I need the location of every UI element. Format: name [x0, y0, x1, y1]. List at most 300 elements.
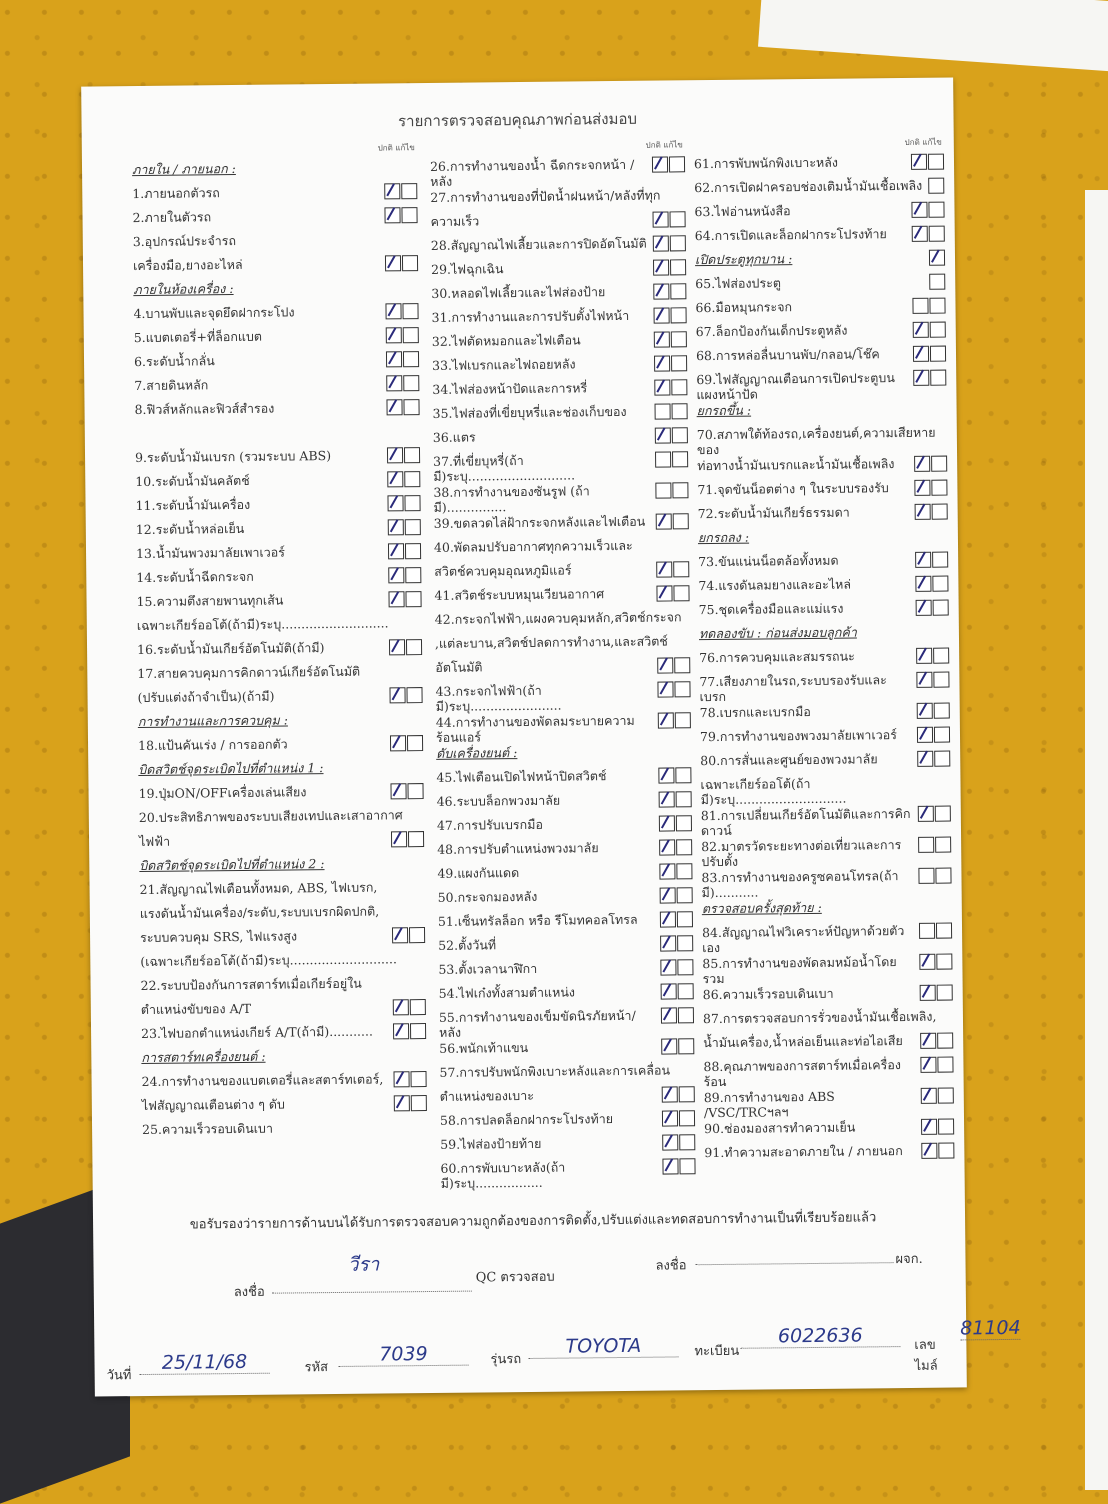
fixed-checkbox[interactable] — [933, 672, 949, 688]
checklist-column-1 — [132, 141, 427, 1146]
signature-area — [124, 1251, 944, 1301]
checkbox-group — [659, 863, 692, 879]
checkbox-group — [917, 727, 950, 743]
normal-checkbox[interactable] — [385, 303, 401, 319]
checklist-item — [699, 648, 949, 674]
fixed-checkbox[interactable] — [408, 831, 424, 847]
normal-checkbox[interactable] — [919, 923, 935, 939]
fixed-checkbox[interactable] — [679, 1086, 695, 1102]
fixed-checkbox[interactable] — [678, 1038, 694, 1054]
checkbox-group — [657, 681, 690, 697]
fixed-checkbox[interactable] — [409, 927, 425, 943]
normal-checkbox[interactable] — [661, 983, 677, 999]
fixed-checkbox[interactable] — [933, 600, 949, 616]
checklist-item — [433, 451, 688, 484]
fixed-checkbox[interactable] — [670, 259, 686, 275]
fixed-checkbox[interactable] — [403, 351, 419, 367]
normal-checkbox[interactable] — [659, 839, 675, 855]
normal-checkbox[interactable] — [920, 1033, 936, 1049]
normal-checkbox[interactable] — [918, 837, 934, 853]
checkbox-group — [656, 513, 689, 529]
checklist-item-label: ยกรถขึ้น : — [696, 402, 752, 419]
fixed-checkbox[interactable] — [932, 552, 948, 568]
normal-checkbox[interactable] — [388, 567, 404, 583]
fixed-checkbox[interactable] — [930, 322, 946, 338]
normal-checkbox[interactable] — [656, 513, 672, 529]
normal-checkbox[interactable] — [917, 703, 933, 719]
checklist-item-label: 33.ไฟเบรกและไฟถอยหลัง — [432, 356, 576, 373]
fixed-checkbox[interactable] — [679, 1110, 695, 1126]
fixed-checkbox[interactable] — [672, 451, 688, 467]
fixed-checkbox[interactable] — [933, 648, 949, 664]
qc-role: QC ตรวจสอบ — [475, 1269, 555, 1286]
fixed-checkbox[interactable] — [669, 156, 685, 172]
normal-checkbox[interactable] — [658, 712, 674, 728]
fixed-checkbox[interactable] — [670, 283, 686, 299]
normal-checkbox[interactable] — [658, 767, 674, 783]
normal-checkbox[interactable] — [916, 672, 932, 688]
normal-checkbox[interactable] — [387, 447, 403, 463]
normal-checkbox[interactable] — [919, 954, 935, 970]
checklist-item — [435, 657, 690, 683]
checkbox-group — [660, 911, 693, 927]
normal-checkbox[interactable] — [660, 911, 676, 927]
code-label: รหัส — [304, 1360, 329, 1376]
fixed-checkbox[interactable] — [677, 959, 693, 975]
normal-checkbox[interactable] — [916, 600, 932, 616]
checklist-item-label: ตำแหน่งของเบาะ — [439, 1087, 535, 1104]
signature-line — [695, 1248, 893, 1265]
checkbox-group — [914, 456, 947, 472]
normal-checkbox[interactable] — [653, 283, 669, 299]
checklist-item — [698, 576, 948, 602]
normal-checkbox[interactable] — [662, 1158, 678, 1174]
fixed-checkbox[interactable] — [670, 235, 686, 251]
normal-checkbox[interactable] — [655, 482, 671, 498]
checklist-item — [138, 735, 423, 761]
fixed-checkbox[interactable] — [672, 482, 688, 498]
normal-checkbox[interactable] — [388, 543, 404, 559]
checkbox-group — [660, 959, 693, 975]
normal-checkbox[interactable] — [393, 1023, 409, 1039]
fixed-checkbox[interactable] — [930, 346, 946, 362]
normal-checkbox[interactable] — [661, 1038, 677, 1054]
checklist-item — [702, 923, 952, 956]
fixed-checkbox[interactable] — [405, 567, 421, 583]
checklist-item — [431, 235, 686, 261]
checklist-item-label: 67.ล็อกป้องกันเด็กประตูหลัง — [695, 322, 848, 340]
normal-checkbox[interactable] — [654, 331, 670, 347]
fixed-checkbox[interactable] — [406, 687, 422, 703]
fixed-checkbox[interactable] — [402, 255, 418, 271]
normal-checkbox[interactable] — [392, 927, 408, 943]
normal-checkbox[interactable] — [920, 985, 936, 1001]
checklist-item — [439, 1038, 694, 1064]
fixed-checkbox[interactable] — [407, 783, 423, 799]
checkbox-group — [916, 600, 949, 616]
checkbox-group — [920, 1057, 953, 1073]
normal-checkbox[interactable] — [386, 399, 402, 415]
checkbox-group — [385, 303, 418, 319]
checklist-item — [697, 480, 947, 506]
checklist-item — [431, 283, 686, 309]
normal-checkbox[interactable] — [662, 1110, 678, 1126]
fixed-checkbox[interactable] — [934, 703, 950, 719]
fixed-checkbox[interactable] — [938, 1088, 954, 1104]
checkbox-group — [915, 552, 948, 568]
checkbox-group — [388, 543, 421, 559]
fixed-checkbox[interactable] — [673, 561, 689, 577]
normal-checkbox[interactable] — [917, 727, 933, 743]
checklist-item — [695, 298, 945, 324]
checklist-item-label: การสตาร์ทเครื่องยนต์ : — [141, 1048, 266, 1066]
checklist-item — [132, 183, 417, 209]
fixed-checkbox[interactable] — [932, 504, 948, 520]
checklist-item — [432, 307, 687, 333]
qc-signature: วีรา — [347, 1253, 380, 1276]
checkbox-group — [390, 735, 423, 751]
normal-checkbox[interactable] — [389, 639, 405, 655]
normal-checkbox[interactable] — [915, 552, 931, 568]
normal-checkbox[interactable] — [653, 211, 669, 227]
fixed-checkbox[interactable] — [410, 1071, 426, 1087]
checkbox-group — [912, 298, 945, 314]
fixed-checkbox[interactable] — [679, 1134, 695, 1150]
form-title: รายการตรวจสอบคุณภาพก่อนส่งมอบ — [397, 109, 638, 131]
normal-checkbox[interactable] — [384, 183, 400, 199]
fixed-checkbox[interactable] — [938, 1119, 954, 1135]
fixed-checkbox[interactable] — [671, 355, 687, 371]
fixed-checkbox[interactable] — [932, 576, 948, 592]
fixed-checkbox[interactable] — [929, 298, 945, 314]
section-heading — [133, 279, 418, 305]
checklist-item-label: 54.ไฟเก๋งทั้งสามตำแหน่ง — [438, 984, 576, 1001]
fixed-checkbox[interactable] — [677, 935, 693, 951]
checkbox-group — [390, 783, 423, 799]
checklist-item-label: ตำแหน่งขับของ A/T — [140, 1000, 252, 1018]
checklist-item — [697, 425, 947, 458]
normal-checkbox[interactable] — [385, 255, 401, 271]
checklist-item-label: 47.การปรับเบรกมือ — [436, 816, 543, 833]
checkbox-group — [654, 355, 687, 371]
checklist-item — [136, 543, 421, 569]
section-heading — [141, 1047, 426, 1073]
normal-checkbox[interactable] — [913, 322, 929, 338]
fixed-checkbox[interactable] — [406, 639, 422, 655]
normal-checkbox[interactable] — [915, 504, 931, 520]
fixed-checkbox[interactable] — [403, 375, 419, 391]
normal-checkbox[interactable] — [656, 585, 672, 601]
checklist-item-label: 63.ไฟอ่านหนังสือ — [694, 203, 791, 220]
fixed-checkbox[interactable] — [411, 1095, 427, 1111]
normal-checkbox[interactable] — [917, 751, 933, 767]
checklist-item-label: 75.ชุดเครื่องมือและแม่แรง — [698, 600, 844, 618]
normal-checkbox[interactable] — [921, 1143, 937, 1159]
normal-checkbox[interactable] — [921, 1119, 937, 1135]
normal-checkbox[interactable] — [661, 1007, 677, 1023]
checklist-item — [139, 831, 424, 857]
section-heading — [436, 743, 691, 769]
fixed-checkbox[interactable] — [402, 303, 418, 319]
checkbox-group — [656, 585, 689, 601]
fixed-checkbox[interactable] — [405, 591, 421, 607]
fixed-checkbox[interactable] — [672, 427, 688, 443]
fixed-checkbox[interactable] — [670, 211, 686, 227]
fixed-checkbox[interactable] — [404, 471, 420, 487]
signature-line — [272, 1277, 472, 1294]
normal-checkbox[interactable] — [929, 274, 945, 290]
fixed-checkbox[interactable] — [674, 681, 690, 697]
fixed-checkbox[interactable] — [401, 183, 417, 199]
checklist-item-label: 6.ระดับน้ำกลั่น — [133, 353, 215, 370]
column-header: ปกติ แก้ไข — [645, 140, 683, 150]
normal-checkbox[interactable] — [391, 831, 407, 847]
normal-checkbox[interactable] — [662, 1134, 678, 1150]
checkbox-group — [655, 482, 688, 498]
checklist-item-label: 89.การทำงานของ ABS /VSC/TRCฯลฯ — [703, 1088, 835, 1121]
normal-checkbox[interactable] — [390, 735, 406, 751]
checklist-item — [699, 600, 949, 626]
fixed-checkbox[interactable] — [671, 379, 687, 395]
checklist-item-label: ,แต่ละบาน,สวิตช์ปลดการทำงาน,และสวิตช์ — [434, 633, 668, 651]
normal-checkbox[interactable] — [388, 591, 404, 607]
checklist-item-label: (ปรับแต่งถ้าจำเป็น)(ถ้ามี) — [137, 688, 275, 706]
normal-checkbox[interactable] — [386, 351, 402, 367]
checklist-item — [440, 1158, 695, 1191]
fixed-checkbox[interactable] — [404, 495, 420, 511]
fixed-checkbox[interactable] — [671, 331, 687, 347]
checkbox-group — [920, 1033, 953, 1049]
checkbox-group — [386, 351, 419, 367]
checklist-item — [135, 471, 420, 497]
checklist-item — [437, 815, 692, 841]
date-value: 25/11/68 — [139, 1351, 269, 1375]
checkbox-group — [921, 1088, 954, 1104]
fixed-checkbox[interactable] — [403, 327, 419, 343]
fixed-checkbox[interactable] — [678, 983, 694, 999]
checklist-item — [430, 156, 685, 189]
checkbox-group — [387, 447, 420, 463]
checklist-item-label: ภายในห้องเครื่อง : — [133, 281, 234, 298]
normal-checkbox[interactable] — [394, 1095, 410, 1111]
normal-checkbox[interactable] — [384, 207, 400, 223]
normal-checkbox[interactable] — [911, 202, 927, 218]
normal-checkbox[interactable] — [913, 346, 929, 362]
checklist-item — [701, 806, 951, 839]
fixed-checkbox[interactable] — [679, 1158, 695, 1174]
normal-checkbox[interactable] — [918, 806, 934, 822]
normal-checkbox[interactable] — [393, 999, 409, 1015]
normal-checkbox[interactable] — [660, 935, 676, 951]
checklist-item-label: 23.ไฟบอกตำแหน่งเกียร์ A/T(ถ้ามี)........... — [141, 1023, 373, 1042]
checklist-item — [695, 226, 945, 252]
fixed-checkbox[interactable] — [935, 868, 951, 884]
fixed-checkbox[interactable] — [929, 226, 945, 242]
normal-checkbox[interactable] — [928, 178, 944, 194]
fixed-checkbox[interactable] — [671, 307, 687, 323]
normal-checkbox[interactable] — [653, 235, 669, 251]
fixed-checkbox[interactable] — [410, 1023, 426, 1039]
normal-checkbox[interactable] — [911, 154, 927, 170]
checkbox-group — [653, 235, 686, 251]
checklist-item — [432, 355, 687, 381]
fixed-checkbox[interactable] — [678, 1007, 694, 1023]
checkbox-group — [911, 154, 944, 170]
checklist-column-2 — [430, 138, 696, 1192]
normal-checkbox[interactable] — [914, 456, 930, 472]
fixed-checkbox[interactable] — [677, 911, 693, 927]
normal-checkbox[interactable] — [918, 868, 934, 884]
fixed-checkbox[interactable] — [410, 999, 426, 1015]
checkbox-group — [917, 751, 950, 767]
normal-checkbox[interactable] — [386, 327, 402, 343]
checklist-item — [434, 513, 689, 539]
normal-checkbox[interactable] — [916, 648, 932, 664]
normal-checkbox[interactable] — [387, 495, 403, 511]
fixed-checkbox[interactable] — [673, 513, 689, 529]
fixed-checkbox[interactable] — [930, 370, 946, 386]
normal-checkbox[interactable] — [390, 783, 406, 799]
checklist-item-label: 8.ฟิวส์หลักและฟิวส์สำรอง — [134, 400, 275, 418]
checklist-item-label: ทดลองขับ : ก่อนส่งมอบลูกค้า — [698, 624, 857, 642]
fixed-checkbox[interactable] — [937, 1033, 953, 1049]
normal-checkbox[interactable] — [660, 959, 676, 975]
fixed-checkbox[interactable] — [401, 207, 417, 223]
normal-checkbox[interactable] — [659, 815, 675, 831]
checklist-item-label: ตรวจสอบครั้งสุดท้าย : — [701, 899, 822, 917]
checklist-item-label: 30.หลอดไฟเลี้ยวและไฟส่องป้าย — [431, 284, 606, 301]
checklist-item-label: สวิตช์ควบคุมอุณหภูมิแอร์ — [434, 562, 572, 579]
fixed-checkbox[interactable] — [405, 519, 421, 535]
checklist-item — [700, 703, 950, 729]
background-paper-right — [1085, 190, 1108, 1490]
checklist-item — [432, 331, 687, 357]
fixed-checkbox[interactable] — [677, 887, 693, 903]
fixed-checkbox[interactable] — [676, 815, 692, 831]
checklist-item-label: 14.ระดับน้ำฉีดกระจก — [136, 568, 254, 586]
fixed-checkbox[interactable] — [937, 1057, 953, 1073]
checklist-item — [135, 495, 420, 521]
fixed-checkbox[interactable] — [931, 456, 947, 472]
checklist-item — [140, 927, 425, 953]
normal-checkbox[interactable] — [912, 226, 928, 242]
normal-checkbox[interactable] — [929, 250, 945, 266]
normal-checkbox[interactable] — [652, 156, 668, 172]
checkbox-group — [389, 687, 422, 703]
checklist-item-label: 40.พัดลมปรับอากาศทุกความเร็วและ — [433, 537, 633, 555]
normal-checkbox[interactable] — [653, 259, 669, 275]
checkbox-group — [385, 255, 418, 271]
normal-checkbox[interactable] — [655, 451, 671, 467]
checklist-item — [439, 983, 694, 1009]
checkbox-group — [653, 283, 686, 299]
checklist-item — [140, 951, 425, 977]
fixed-checkbox[interactable] — [936, 923, 952, 939]
fixed-checkbox[interactable] — [934, 751, 950, 767]
fixed-checkbox[interactable] — [675, 767, 691, 783]
fixed-checkbox[interactable] — [407, 735, 423, 751]
normal-checkbox[interactable] — [913, 370, 929, 386]
normal-checkbox[interactable] — [386, 375, 402, 391]
fixed-checkbox[interactable] — [934, 727, 950, 743]
fixed-checkbox[interactable] — [935, 837, 951, 853]
fixed-checkbox[interactable] — [403, 399, 419, 415]
fixed-checkbox[interactable] — [405, 543, 421, 559]
checklist-item — [433, 427, 688, 453]
normal-checkbox[interactable] — [662, 1086, 678, 1102]
normal-checkbox[interactable] — [660, 887, 676, 903]
fixed-checkbox[interactable] — [931, 480, 947, 496]
fixed-checkbox[interactable] — [938, 1143, 954, 1159]
normal-checkbox[interactable] — [657, 681, 673, 697]
fixed-checkbox[interactable] — [404, 447, 420, 463]
checklist-item — [133, 303, 418, 329]
checkbox-group — [915, 504, 948, 520]
checklist-item — [133, 255, 418, 281]
section-heading — [695, 250, 945, 276]
checklist-item-label: 17.สายควบคุมการคิกดาวน์เกียร์อัตโนมัติ — [137, 663, 361, 682]
normal-checkbox[interactable] — [389, 687, 405, 703]
fixed-checkbox[interactable] — [928, 154, 944, 170]
normal-checkbox[interactable] — [920, 1057, 936, 1073]
fixed-checkbox[interactable] — [928, 202, 944, 218]
normal-checkbox[interactable] — [393, 1071, 409, 1087]
checklist-item-label: 19.ปุ่มON/OFFเครื่องเล่นเสียง — [138, 784, 307, 802]
normal-checkbox[interactable] — [654, 355, 670, 371]
checklist-item-label: 85.การทำงานของพัดลมหม้อน้ำโดยรวม — [702, 954, 897, 987]
fixed-checkbox[interactable] — [672, 403, 688, 419]
checkbox-group — [913, 370, 946, 386]
normal-checkbox[interactable] — [657, 657, 673, 673]
normal-checkbox[interactable] — [659, 863, 675, 879]
checklist-item — [438, 911, 693, 937]
normal-checkbox[interactable] — [387, 471, 403, 487]
checklist-item-label: 45.ไฟเตือนเปิดไฟหน้าปิดสวิตช์ — [436, 768, 607, 785]
fixed-checkbox[interactable] — [676, 863, 692, 879]
normal-checkbox[interactable] — [914, 480, 930, 496]
fixed-checkbox[interactable] — [676, 839, 692, 855]
checklist-item-label: 13.น้ำมันพวงมาลัยเพาเวอร์ — [135, 544, 286, 562]
checklist-item — [436, 767, 691, 793]
fixed-checkbox[interactable] — [675, 712, 691, 728]
normal-checkbox[interactable] — [654, 379, 670, 395]
checkbox-group — [660, 935, 693, 951]
checklist-item-label: 20.ประสิทธิภาพของระบบเสียงเทปและเสาอากาศ — [138, 807, 403, 826]
checklist-item-label: 39.ขดลวดไล่ฝ้ากระจกหลังและไฟเตือน — [433, 513, 646, 531]
checklist-item — [698, 552, 948, 578]
normal-checkbox[interactable] — [654, 307, 670, 323]
fixed-checkbox[interactable] — [673, 585, 689, 601]
fixed-checkbox[interactable] — [935, 806, 951, 822]
fixed-checkbox[interactable] — [936, 954, 952, 970]
checklist-item — [700, 751, 950, 777]
checklist-item — [431, 211, 686, 237]
normal-checkbox[interactable] — [656, 561, 672, 577]
normal-checkbox[interactable] — [912, 298, 928, 314]
fixed-checkbox[interactable] — [676, 791, 692, 807]
normal-checkbox[interactable] — [921, 1088, 937, 1104]
fixed-checkbox[interactable] — [937, 985, 953, 1001]
checklist-item-label: 29.ไฟฉุกเฉิน — [431, 261, 504, 277]
normal-checkbox[interactable] — [388, 519, 404, 535]
normal-checkbox[interactable] — [915, 576, 931, 592]
checkbox-group — [388, 519, 421, 535]
normal-checkbox[interactable] — [659, 791, 675, 807]
normal-checkbox[interactable] — [655, 403, 671, 419]
fixed-checkbox[interactable] — [674, 657, 690, 673]
checklist-item-label: 91.ทำความสะอาดภายใน / ภายนอก — [704, 1143, 903, 1161]
normal-checkbox[interactable] — [655, 427, 671, 443]
